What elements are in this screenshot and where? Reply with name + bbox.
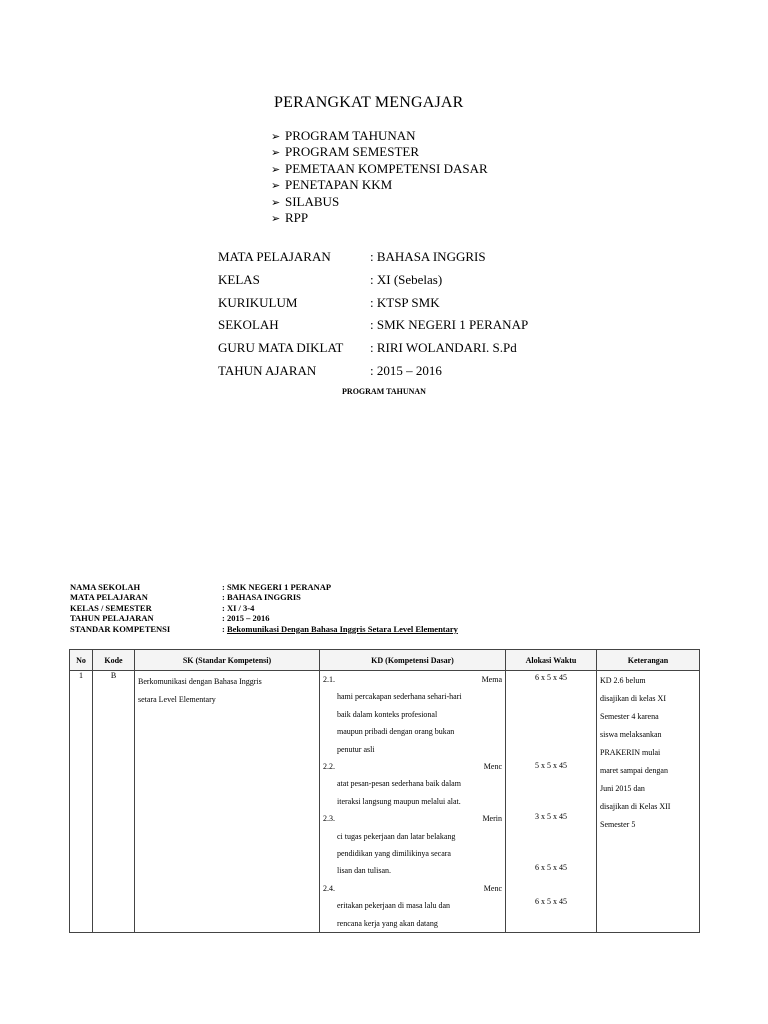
contents-item: ➢ PENETAPAN KKM	[271, 177, 488, 193]
info-label: KELAS	[218, 271, 260, 287]
contents-item: ➢ PEMETAAN KOMPETENSI DASAR	[271, 161, 488, 177]
meta-value: : 2015 – 2016	[222, 613, 270, 624]
alokasi-value: 5 x 5 x 45	[535, 761, 567, 770]
meta-value: : SMK NEGERI 1 PERANAP	[222, 582, 332, 592]
contents-item: ➢ RPP	[271, 210, 488, 226]
column-header-kode: Kode	[93, 650, 135, 671]
kd-text-start: Menc	[483, 762, 502, 772]
info-value: : SMK NEGERI 1 PERANAP	[370, 317, 529, 333]
page-title: PERANGKAT MENGAJAR	[274, 94, 464, 111]
meta-label: MATA PELAJARAN	[70, 592, 148, 603]
kd-number: 2.3.	[323, 814, 335, 824]
cell-no: 1	[70, 671, 93, 933]
kd-line: iteraksi langsung maupun melalui alat.	[337, 796, 461, 806]
arrow-bullet-icon: ➢	[271, 196, 281, 209]
meta-label: TAHUN PELAJARAN	[70, 613, 154, 624]
kd-line: rencana kerja yang akan datang	[337, 918, 438, 928]
meta-label: NAMA SEKOLAH	[70, 582, 141, 592]
info-value: : BAHASA INGGRIS	[370, 249, 486, 264]
kd-line: baik dalam konteks profesional	[337, 709, 438, 719]
table-row	[70, 671, 700, 933]
kd-number: 2.2.	[323, 762, 335, 772]
kd-line: atat pesan-pesan sederhana baik dalam	[337, 779, 461, 789]
kd-line: penutur asli	[337, 744, 375, 754]
keterangan-line: siswa melaksankan	[600, 730, 662, 739]
info-label: KURIKULUM	[218, 294, 298, 310]
kd-line: pendidikan yang dimilikinya secara	[337, 849, 451, 859]
info-label: TAHUN AJARAN	[218, 362, 317, 378]
table-header-row	[70, 650, 700, 671]
column-header-sk: SK (Standar Kompetensi)	[135, 650, 320, 671]
meta-value: : XI / 3-4	[222, 602, 255, 613]
info-value: : RIRI WOLANDARI. S.Pd	[370, 340, 517, 356]
keterangan-line: disajikan di kelas XI	[600, 694, 666, 703]
sk-line: setara Level Elementary	[138, 695, 216, 704]
cell-sk	[135, 671, 320, 933]
alokasi-value: 6 x 5 x 45	[535, 673, 567, 682]
cell-kode: B	[93, 671, 135, 933]
info-label: MATA PELAJARAN	[218, 249, 331, 264]
kd-item	[323, 671, 502, 758]
contents-item: ➢ PROGRAM TAHUNAN	[271, 128, 488, 144]
keterangan-line: Semester 5	[600, 820, 636, 829]
arrow-bullet-icon: ➢	[271, 163, 281, 176]
arrow-bullet-icon: ➢	[271, 180, 281, 193]
info-value: : 2015 – 2016	[370, 362, 442, 378]
section-subtitle: PROGRAM TAHUNAN	[342, 387, 426, 396]
meta-value: : BAHASA INGGRIS	[222, 592, 301, 603]
keterangan-line: PRAKERIN mulai	[600, 748, 661, 757]
arrow-bullet-icon: ➢	[271, 212, 281, 225]
cell-keterangan	[597, 671, 700, 933]
meta-label: KELAS / SEMESTER	[70, 602, 152, 613]
keterangan-line: Juni 2015 dan	[600, 784, 645, 793]
program-table	[69, 649, 700, 933]
meta-value: : Bekomunikasi Dengan Bahasa Inggris Setara Level Elementary	[222, 623, 458, 634]
kd-line: ci tugas pekerjaan dan latar belakang	[337, 831, 456, 841]
keterangan-line: disajikan di Kelas XII	[600, 802, 671, 811]
contents-item: ➢ SILABUS	[271, 194, 488, 210]
arrow-bullet-icon: ➢	[271, 131, 281, 143]
kd-line: lisan dan tulisan.	[337, 866, 391, 876]
kd-number: 2.1.	[323, 675, 335, 684]
kd-item	[323, 810, 502, 880]
column-header-keterangan: Keterangan	[597, 650, 700, 671]
keterangan-line: Semester 4 karena	[600, 712, 659, 721]
info-label: SEKOLAH	[218, 317, 279, 333]
kd-text-start: Mema	[481, 675, 502, 684]
info-value: : XI (Sebelas)	[370, 271, 443, 287]
alokasi-value: 6 x 5 x 45	[535, 863, 567, 872]
info-label: GURU MATA DIKLAT	[218, 340, 344, 356]
document-contents-list	[271, 128, 488, 226]
keterangan-line: KD 2.6 belum	[600, 676, 646, 685]
column-header-kd: KD (Kompetensi Dasar)	[320, 650, 506, 671]
cell-alokasi	[506, 671, 597, 933]
arrow-bullet-icon: ➢	[271, 147, 281, 160]
column-header-no: No	[70, 650, 93, 671]
kd-item	[323, 880, 502, 932]
meta-label: STANDAR KOMPETENSI	[70, 623, 171, 634]
kd-line: eritakan pekerjaan di masa lalu dan	[337, 901, 451, 911]
kd-number: 2.4.	[323, 883, 335, 893]
sk-line: Berkomunikasi dengan Bahasa Inggris	[138, 677, 262, 686]
cell-kd	[320, 671, 506, 933]
kd-item	[323, 758, 502, 810]
kd-text-start: Menc	[483, 883, 502, 893]
alokasi-value: 3 x 5 x 45	[535, 812, 567, 821]
info-value: : KTSP SMK	[370, 294, 440, 310]
kd-text-start: Merin	[482, 814, 502, 824]
alokasi-value: 6 x 5 x 45	[535, 897, 567, 906]
contents-item: ➢ PROGRAM SEMESTER	[271, 144, 488, 160]
kd-line: maupun pribadi dengan orang bukan	[337, 727, 455, 737]
keterangan-line: maret sampai dengan	[600, 766, 668, 775]
column-header-alokasi: Alokasi Waktu	[506, 650, 597, 671]
kd-line: hami percakapan sederhana sehari-hari	[337, 692, 462, 702]
